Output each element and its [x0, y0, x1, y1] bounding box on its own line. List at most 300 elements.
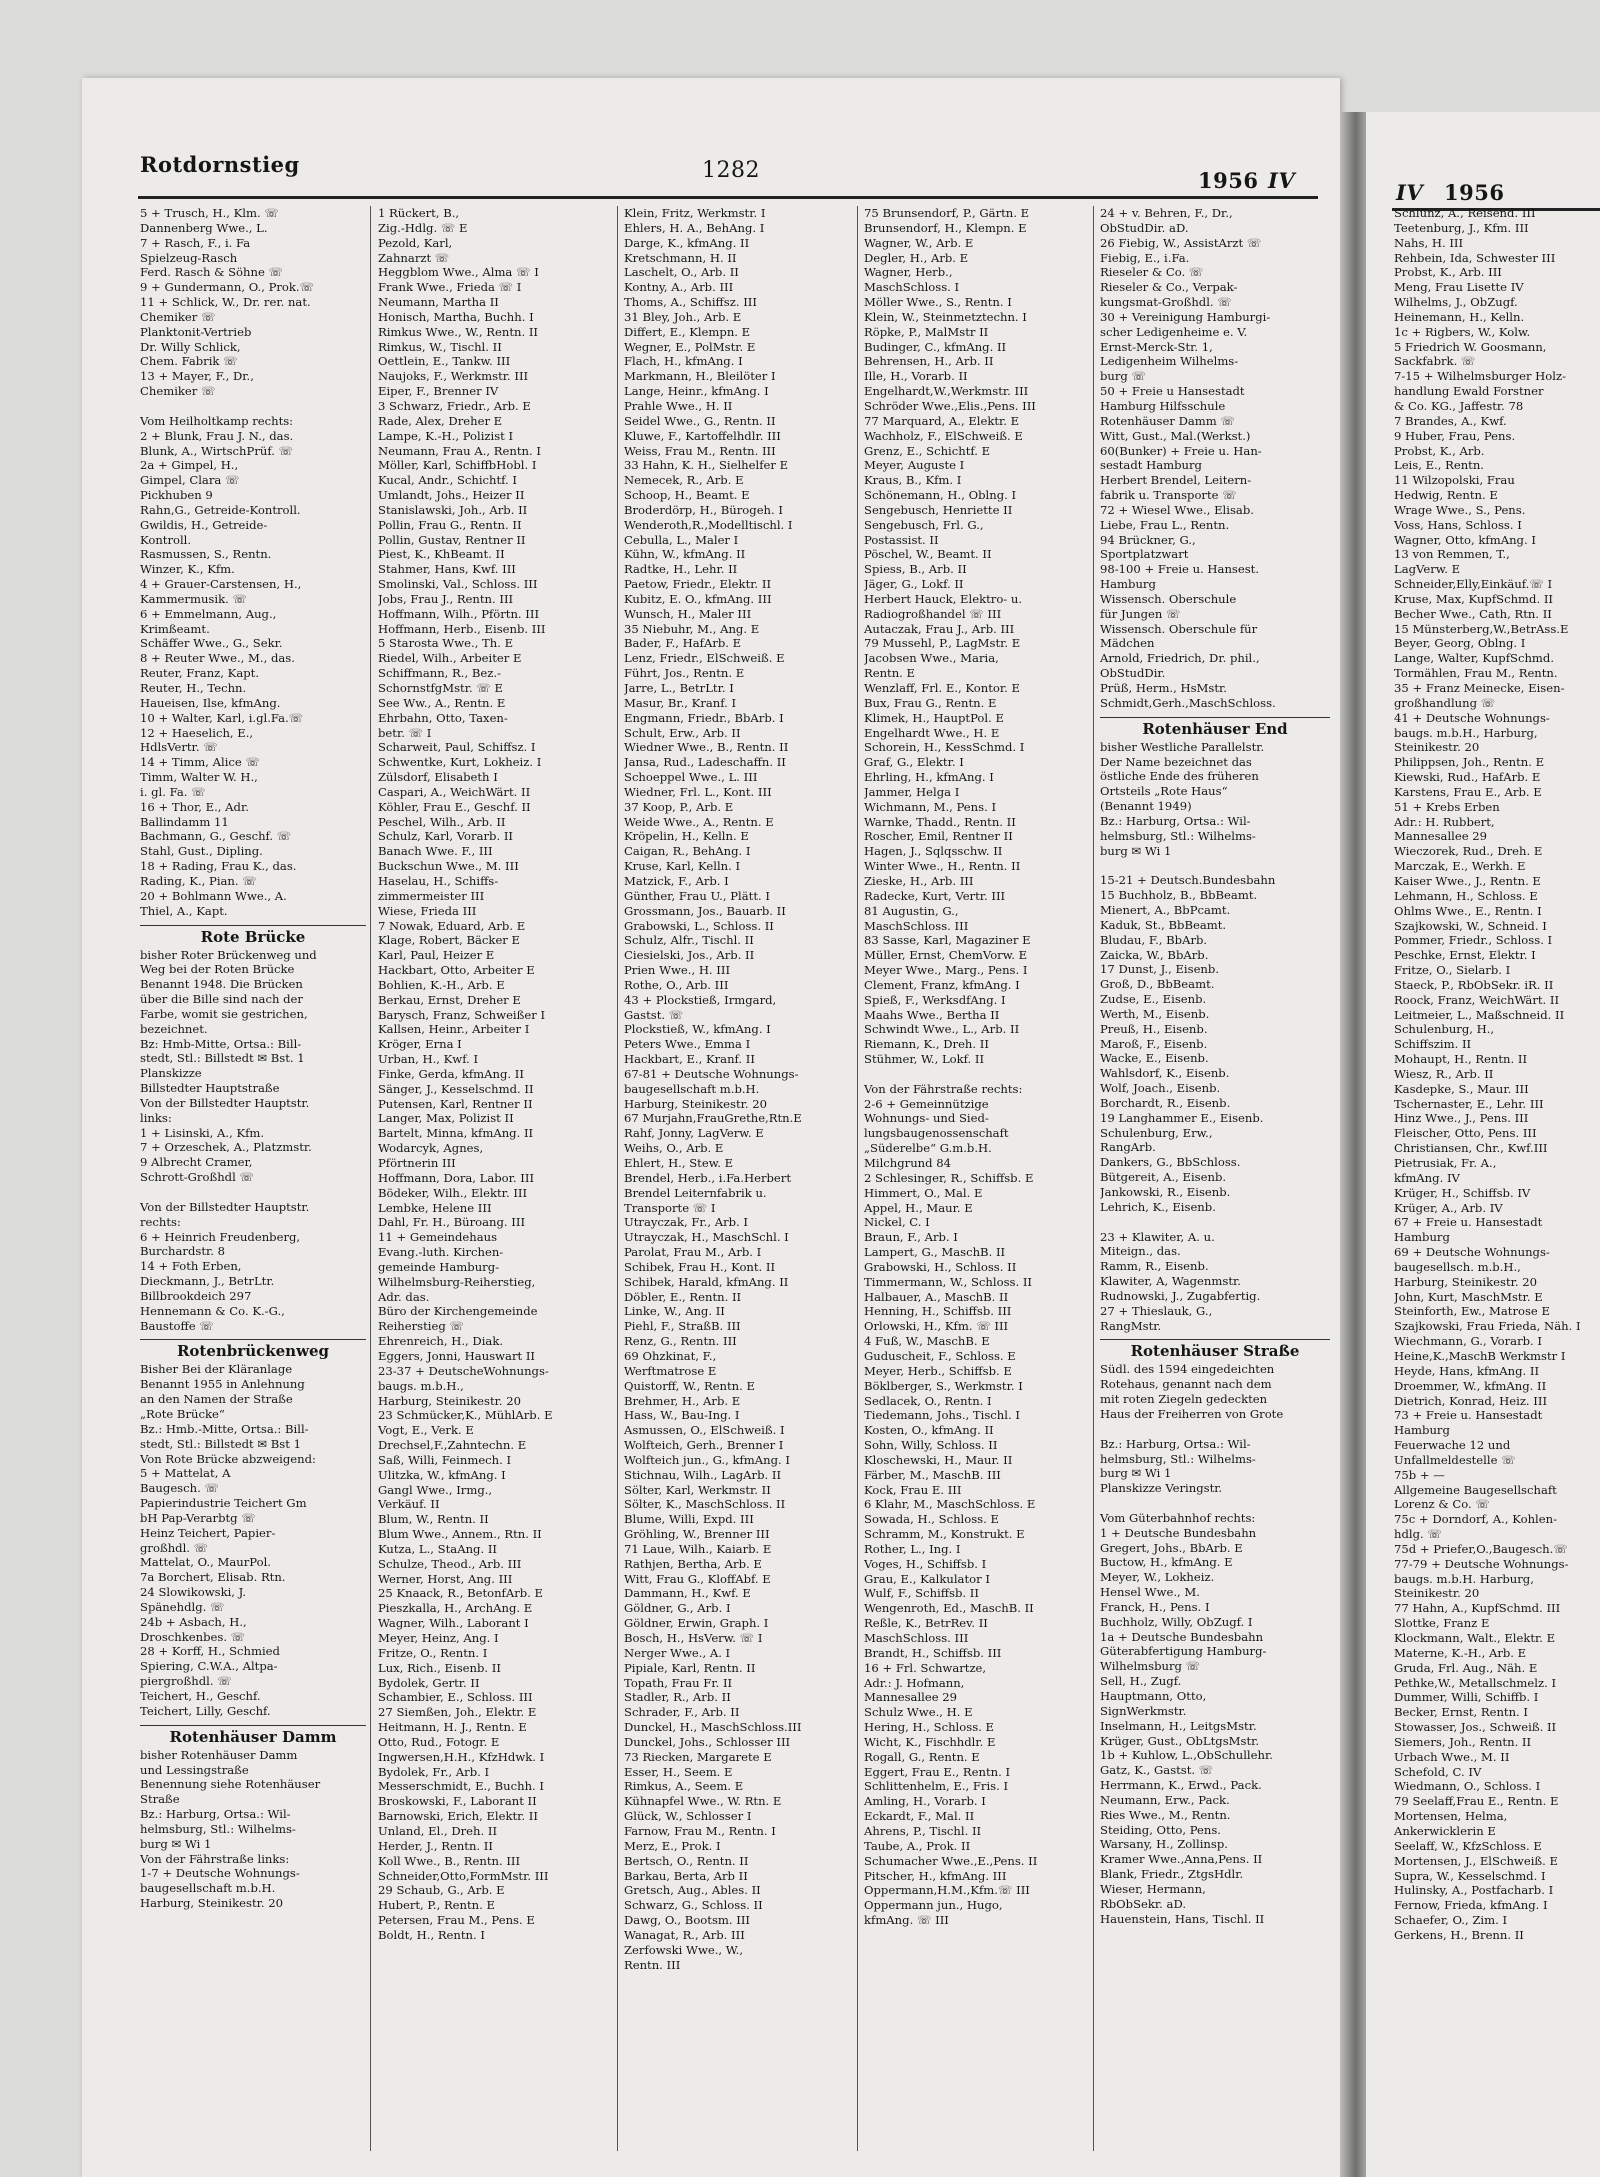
- directory-entry-line: 50 + Freie u Hansestadt: [1100, 384, 1245, 399]
- directory-entry-line: Bachmann, G., Geschf. ☏: [140, 829, 292, 844]
- directory-entry-line: über die Bille sind nach der: [140, 992, 303, 1007]
- directory-entry-line: Droemmer, W., kfmAng. II: [1394, 1378, 1547, 1393]
- directory-entry-line: Köhler, Frau E., Geschf. II: [378, 799, 531, 814]
- directory-entry-line: Szajkowski, W., Schneid. I: [1394, 918, 1547, 933]
- directory-entry-line: Miteign., das.: [1100, 1244, 1181, 1259]
- street-section-heading: Rotenhäuser End: [1100, 717, 1330, 740]
- directory-entry-line: Kaduk, St., BbBeamt.: [1100, 917, 1227, 932]
- directory-entry-line: Lux, Rich., Eisenb. II: [378, 1660, 501, 1675]
- directory-entry-line: Karl, Paul, Heizer E: [378, 948, 495, 963]
- directory-entry-line: MaschSchloss. III: [864, 1631, 969, 1645]
- directory-entry-line: Winzer, K., Kfm.: [140, 562, 235, 577]
- directory-entry-line: kungsmat-Großhdl. ☏: [1100, 295, 1232, 310]
- directory-entry-line: Voges, H., Schiffsb. I: [864, 1556, 987, 1571]
- directory-entry-line: Seidel Wwe., G., Rentn. II: [624, 413, 776, 428]
- directory-entry-line: bH Pap-Verarbtg ☏: [140, 1510, 256, 1525]
- directory-entry-line: 7 Nowak, Eduard, Arb. E: [378, 918, 526, 933]
- directory-entry-line: bisher Rotenhäuser Damm: [140, 1747, 298, 1762]
- directory-entry-line: Esser, H., Seem. E: [624, 1764, 733, 1779]
- directory-entry-line: Krüger, H., Schiffsb. IV: [1394, 1185, 1531, 1200]
- directory-entry-line: Topath, Frau Fr. II: [624, 1675, 733, 1690]
- directory-entry-line: Schoeppel Wwe., L. III: [624, 770, 758, 785]
- directory-entry-line: Nerger Wwe., A. I: [624, 1645, 731, 1660]
- directory-entry-line: Haselau, H., Schiffs-: [378, 873, 499, 888]
- directory-entry-line: 79 Mussehl, P., LagMstr. E: [864, 636, 1021, 651]
- directory-entry-line: Braun, F., Arb. I: [864, 1230, 958, 1245]
- directory-entry-line: Lampert, G., MaschB. II: [864, 1245, 1006, 1260]
- directory-entry-line: Otto, Rud., Fotogr. E: [378, 1734, 500, 1749]
- directory-entry-line: Thoms, A., Schiffsz. III: [624, 295, 757, 310]
- directory-entry-line: Verkäuf. II: [378, 1497, 440, 1512]
- directory-entry-line: Winter Wwe., H., Rentn. II: [864, 859, 1021, 874]
- directory-entry-line: [1100, 1496, 1330, 1511]
- directory-entry-line: 10 + Walter, Karl, i.gl.Fa.☏: [140, 710, 304, 725]
- directory-entry-line: Gruda, Frl. Aug., Näh. E: [1394, 1660, 1538, 1675]
- directory-entry-line: Rade, Alex, Dreher E: [378, 413, 503, 428]
- directory-entry-line: Kröger, Erna I: [378, 1037, 462, 1052]
- directory-entry-line: 2 Schlesinger, R., Schiffsb. E: [864, 1170, 1034, 1185]
- directory-entry-line: Timm, Walter W. H.,: [140, 770, 258, 785]
- directory-entry-line: Reßle, K., BetrRev. II: [864, 1616, 988, 1631]
- directory-entry-line: Rother, L., Ing. I: [864, 1541, 961, 1556]
- directory-entry-line: Quistorff, W., Rentn. E: [624, 1378, 755, 1393]
- directory-column-2: [378, 206, 612, 1943]
- directory-entry-line: Finke, Gerda, kfmAng. II: [378, 1066, 524, 1081]
- directory-entry-line: Kallsen, Heinr., Arbeiter I: [378, 1022, 530, 1037]
- directory-entry-line: Reuter, Franz, Kapt.: [140, 666, 259, 681]
- directory-entry-line: Schlittenhelm, E., Fris. I: [864, 1779, 1009, 1794]
- directory-entry-line: Wachholz, F., ElSchweiß. E: [864, 428, 1023, 443]
- directory-entry-line: Krüger, Gust., ObLtgsMstr.: [1100, 1733, 1260, 1748]
- page-number: 1282: [702, 158, 760, 183]
- directory-entry-line: Herbert Hauck, Elektro- u.: [864, 591, 1023, 606]
- directory-entry-line: [140, 399, 366, 414]
- directory-entry-line: Klockmann, Walt., Elektr. E: [1394, 1631, 1556, 1645]
- directory-entry-line: Brandt, H., Schiffsb. III: [864, 1645, 1002, 1660]
- directory-entry-line: Bütgereit, A., Eisenb.: [1100, 1170, 1227, 1185]
- directory-entry-line: burg ☏: [1100, 369, 1147, 384]
- directory-entry-line: Prahle Wwe., H. II: [624, 398, 733, 413]
- directory-entry-line: Hackbart, E., Kranf. II: [624, 1052, 755, 1067]
- directory-entry-line: 26 Fiebig, W., AssistArzt ☏: [1100, 235, 1262, 250]
- directory-entry-line: Kontroll.: [140, 532, 192, 547]
- directory-entry-line: Von der Fährstraße rechts:: [864, 1081, 1023, 1096]
- directory-entry-line: Borchardt, R., Eisenb.: [1100, 1095, 1231, 1110]
- column-rule: [370, 206, 371, 2151]
- directory-entry-line: Tiedemann, Johs., Tischl. I: [864, 1408, 1020, 1423]
- directory-entry-line: Stanislawski, Joh., Arb. II: [378, 502, 528, 517]
- directory-entry-line: Wacke, E., Eisenb.: [1100, 1051, 1209, 1066]
- directory-entry-line: Pickhuben 9: [140, 488, 213, 503]
- directory-entry-line: 2-6 + Gemeinnützige: [864, 1096, 989, 1111]
- directory-entry-line: Franck, H., Pens. I: [1100, 1599, 1210, 1614]
- directory-entry-line: 6 Klahr, M., MaschSchloss. E: [864, 1497, 1036, 1512]
- directory-entry-line: Wrage Wwe., S., Pens.: [1394, 502, 1526, 517]
- directory-entry-line: Schiffszim. II: [1394, 1037, 1472, 1052]
- directory-entry-line: Utrayczak, Fr., Arb. I: [624, 1215, 748, 1230]
- directory-entry-line: Spiering, C.W.A., Altpa-: [140, 1659, 278, 1674]
- directory-entry-line: 24 Slowikowski, J.: [140, 1585, 247, 1600]
- directory-entry-line: burg ✉ Wi 1: [140, 1836, 212, 1851]
- directory-entry-line: 98-100 + Freie u. Hansest.: [1100, 562, 1260, 577]
- directory-entry-line: Degler, H., Arb. E: [864, 250, 969, 265]
- directory-entry-line: 5 + Mattelat, A: [140, 1466, 231, 1481]
- directory-entry-line: Hoffmann, Dora, Labor. III: [378, 1170, 535, 1185]
- directory-entry-line: 73 + Freie u. Hansestadt: [1394, 1408, 1543, 1423]
- directory-entry-line: ObStudDir. aD.: [1100, 220, 1189, 235]
- directory-entry-line: Christiansen, Chr., Kwf.III: [1394, 1141, 1548, 1156]
- directory-entry-line: Zerfowski Wwe., W.,: [624, 1942, 744, 1957]
- directory-entry-line: Weiss, Frau M., Rentn. III: [624, 443, 776, 458]
- directory-entry-line: Petersen, Frau M., Pens. E: [378, 1913, 535, 1928]
- directory-entry-line: Kutza, L., StaAng. II: [378, 1541, 497, 1556]
- directory-entry-line: Broderdörp, H., Bürogeh. I: [624, 502, 783, 517]
- directory-entry-line: Broskowski, F., Laborant II: [378, 1794, 537, 1809]
- directory-entry-line: Der Name bezeichnet das: [1100, 754, 1252, 769]
- directory-entry-line: Chemiker ☏: [140, 384, 216, 399]
- directory-entry-line: Probst, K., Arb.: [1394, 443, 1485, 458]
- directory-entry-line: Kaiser Wwe., J., Rentn. E: [1394, 873, 1541, 888]
- directory-entry-line: 15-21 + Deutsch.Bundesbahn: [1100, 873, 1276, 888]
- directory-entry-line: Kiewski, Rud., HafArb. E: [1394, 770, 1541, 785]
- directory-entry-line: Hennemann & Co. K.-G.,: [140, 1303, 285, 1318]
- directory-entry-line: Hinz Wwe., J., Pens. III: [1394, 1111, 1529, 1126]
- directory-entry-line: Ballindamm 11: [140, 814, 229, 829]
- directory-entry-line: Farbe, womit sie gestrichen,: [140, 1006, 308, 1021]
- directory-entry-line: 77-79 + Deutsche Wohnungs-: [1394, 1556, 1569, 1571]
- directory-entry-line: Seelaff, W., KfzSchloss. E: [1394, 1838, 1542, 1853]
- directory-entry-line: Planskizze: [140, 1066, 202, 1081]
- directory-entry-line: Oppermann jun., Hugo,: [864, 1898, 1003, 1913]
- directory-entry-line: Stadler, R., Arb. II: [624, 1690, 731, 1705]
- directory-entry-line: Kubitz, E. O., kfmAng. III: [624, 591, 772, 606]
- directory-entry-line: Bödeker, Wilh., Elektr. III: [378, 1185, 528, 1200]
- directory-entry-line: Büro der Kirchengemeinde: [378, 1304, 538, 1319]
- directory-entry-line: Schambier, E., Schloss. III: [378, 1690, 533, 1705]
- directory-entry-line: Eiper, F., Brenner IV: [378, 384, 499, 399]
- directory-entry-line: Riemann, K., Dreh. II: [864, 1037, 989, 1052]
- directory-entry-line: Bludau, F., BbArb.: [1100, 932, 1208, 947]
- directory-entry-line: Kramer Wwe.,Anna,Pens. II: [1100, 1852, 1263, 1867]
- directory-entry-line: Ahrens, P., Tischl. II: [864, 1823, 982, 1838]
- directory-entry-line: Neumann, Erw., Pack.: [1100, 1792, 1230, 1807]
- column-rule: [1093, 206, 1094, 2151]
- directory-entry-line: Wicht, K., Fischhdlr. E: [864, 1734, 996, 1749]
- directory-entry-line: Schönemann, H., Oblng. I: [864, 488, 1017, 503]
- directory-entry-line: Jammer, Helga I: [864, 784, 960, 799]
- directory-entry-line: 16 + Frl. Schwartze,: [864, 1660, 987, 1675]
- directory-entry-line: RangArb.: [1100, 1140, 1156, 1155]
- directory-entry-line: Farnow, Frau M., Rentn. I: [624, 1823, 776, 1838]
- directory-entry-line: Ciesielski, Jos., Arb. II: [624, 948, 755, 963]
- directory-entry-line: 83 Sasse, Karl, Magaziner E: [864, 933, 1031, 948]
- directory-entry-line: Schorein, H., KessSchmd. I: [864, 740, 1025, 755]
- directory-entry-line: Hoffmann, Wilh., Pförtn. III: [378, 606, 540, 621]
- directory-entry-line: Becher Wwe., Cath, Rtn. II: [1394, 606, 1552, 621]
- directory-entry-line: 94 Brückner, G.,: [1100, 532, 1196, 547]
- directory-entry-line: Schult, Erw., Arb. II: [624, 725, 741, 740]
- directory-entry-line: Kühnapfel Wwe., W. Rtn. E: [624, 1794, 782, 1809]
- directory-entry-line: Ernst-Merck-Str. 1,: [1100, 339, 1213, 354]
- directory-entry-line: Kucal, Andr., Schichtf. I: [378, 473, 517, 488]
- directory-entry-line: 13 + Mayer, F., Dr.,: [140, 369, 254, 384]
- directory-entry-line: Graf, G., Elektr. I: [864, 755, 964, 770]
- directory-entry-line: Jarre, L., BetrLtr. I: [624, 681, 734, 695]
- directory-entry-line: an den Namen der Straße: [140, 1392, 293, 1407]
- directory-entry-line: Zieske, H., Arb. III: [864, 873, 974, 888]
- street-section-heading: Rotenhäuser Damm: [140, 1725, 366, 1748]
- directory-entry-line: großhdl. ☏: [140, 1540, 209, 1555]
- directory-entry-line: 14 + Foth Erben,: [140, 1259, 242, 1274]
- directory-entry-line: Stowasser, Jos., Schweiß. II: [1394, 1720, 1557, 1735]
- directory-entry-line: Schefold, C. IV: [1394, 1764, 1482, 1779]
- directory-entry-line: Inselmann, H., LeitgsMstr.: [1100, 1718, 1257, 1733]
- directory-entry-line: Güterabfertigung Hamburg-: [1100, 1644, 1267, 1659]
- directory-entry-line: Gastst. ☏: [624, 1007, 684, 1022]
- directory-entry-line: Parolat, Frau M., Arb. I: [624, 1245, 762, 1260]
- directory-entry-line: 2 + Blunk, Frau J. N., das.: [140, 428, 294, 443]
- directory-entry-line: sestadt Hamburg: [1100, 458, 1202, 473]
- directory-entry-line: Bz: Hmb-Mitte, Ortsa.: Bill-: [140, 1036, 302, 1051]
- directory-entry-line: Caigan, R., BehAng. I: [624, 844, 751, 859]
- directory-entry-line: Meyer, Auguste I: [864, 458, 965, 473]
- directory-entry-line: Darge, K., kfmAng. II: [624, 235, 750, 250]
- directory-entry-line: Neumann, Martha II: [378, 295, 499, 310]
- directory-entry-line: [864, 1067, 1089, 1082]
- directory-entry-line: Herrmann, K., Erwd., Pack.: [1100, 1778, 1262, 1793]
- directory-entry-line: Wissensch. Oberschule: [1100, 591, 1237, 606]
- directory-entry-line: Ulitzka, W., kfmAng. I: [378, 1467, 506, 1482]
- directory-entry-line: Gregert, Johs., BbArb. E: [1100, 1540, 1243, 1555]
- directory-entry-line: Schulenburg, Erw.,: [1100, 1125, 1213, 1140]
- directory-entry-line: Hulinsky, A., Postfacharb. I: [1394, 1883, 1554, 1898]
- directory-entry-line: Wagner, Herb.,: [864, 265, 953, 280]
- directory-entry-line: Oettlein, E., Tankw. III: [378, 354, 511, 369]
- directory-entry-line: Stichnau, Wilh., LagArb. II: [624, 1467, 782, 1482]
- directory-entry-line: Meyer, Heinz, Ang. I: [378, 1631, 499, 1645]
- directory-entry-line: Fernow, Frieda, kfmAng. I: [1394, 1898, 1548, 1913]
- directory-entry-line: Kühn, W., kfmAng. II: [624, 547, 746, 562]
- directory-entry-line: baugs. m.b.H. Harburg,: [1394, 1571, 1534, 1586]
- directory-entry-line: Göldner, G., Arb. I: [624, 1601, 731, 1616]
- directory-entry-line: Wagner, W., Arb. E: [864, 235, 974, 250]
- directory-entry-line: Scharweit, Paul, Schiffsz. I: [378, 740, 536, 755]
- directory-entry-line: 7 + Orzeschek, A., Platzmstr.: [140, 1140, 312, 1155]
- directory-entry-line: Drechsel,F.,Zahntechn. E: [378, 1438, 527, 1453]
- directory-entry-line: Färber, M., MaschB. III: [864, 1467, 1001, 1482]
- directory-entry-line: Rentn. III: [624, 1957, 681, 1972]
- directory-entry-line: Differt, E., Klempn. E: [624, 324, 751, 339]
- directory-entry-line: Adr. das.: [378, 1289, 430, 1304]
- year-label: 1956: [1198, 168, 1259, 193]
- directory-entry-line: baugs. m.b.H., Harburg,: [1394, 725, 1538, 740]
- directory-entry-line: Rehbein, Ida, Schwester III: [1394, 250, 1556, 265]
- directory-entry-line: Wiese, Frieda III: [378, 903, 477, 918]
- directory-entry-line: Amling, H., Vorarb. I: [864, 1794, 986, 1809]
- directory-entry-line: Paetow, Friedr., Elektr. II: [624, 577, 772, 592]
- directory-entry-line: Dieckmann, J., BetrLtr.: [140, 1274, 275, 1289]
- directory-entry-line: Benannt 1955 in Anlehnung: [140, 1377, 305, 1392]
- directory-entry-line: Berkau, Ernst, Dreher E: [378, 992, 521, 1007]
- directory-entry-line: Klage, Robert, Bäcker E: [378, 933, 521, 948]
- directory-entry-line: Wilhelmsburg-Reiherstieg,: [378, 1274, 536, 1289]
- directory-entry-line: Matzick, F., Arb. I: [624, 873, 729, 888]
- directory-entry-line: 11 + Gemeindehaus: [378, 1230, 498, 1245]
- directory-entry-line: Piehl, F., StraßB. III: [624, 1319, 741, 1334]
- directory-entry-line: Schiffmann, R., Bez.-: [378, 666, 501, 681]
- directory-entry-line: Ehrbahn, Otto, Taxen-: [378, 710, 508, 725]
- directory-entry-line: Heitmann, H. J., Rentn. E: [378, 1720, 527, 1735]
- directory-entry-line: Wodarcyk, Agnes,: [378, 1141, 484, 1156]
- directory-entry-line: Herbert Brendel, Leitern-: [1100, 473, 1252, 488]
- directory-entry-line: Adr.: J. Hofmann,: [864, 1675, 965, 1690]
- directory-entry-line: Reiherstieg ☏: [378, 1319, 464, 1334]
- directory-entry-line: Blum Wwe., Annem., Rtn. II: [378, 1527, 542, 1542]
- directory-entry-line: 75 Brunsendorf, P., Gärtn. E: [864, 206, 1030, 220]
- directory-entry-line: Bertsch, O., Rentn. II: [624, 1853, 749, 1868]
- directory-entry-line: Droschkenbes. ☏: [140, 1629, 246, 1644]
- directory-entry-line: Roscher, Emil, Rentner II: [864, 829, 1013, 844]
- directory-entry-line: SchornstfgMstr. ☏ E: [378, 681, 503, 695]
- directory-entry-line: Nemecek, R., Arb. E: [624, 473, 744, 488]
- directory-entry-line: Pipiale, Karl, Rentn. II: [624, 1660, 756, 1675]
- directory-entry-line: Hubert, P., Rentn. E: [378, 1898, 495, 1913]
- directory-entry-line: Pitscher, H., kfmAng. III: [864, 1868, 1007, 1883]
- directory-entry-line: Vogt, E., Verk. E: [378, 1423, 474, 1438]
- directory-entry-line: 41 + Deutsche Wohnungs-: [1394, 710, 1550, 725]
- directory-entry-line: Banach Wwe. F., III: [378, 844, 493, 859]
- directory-entry-line: Bz.: Harburg, Ortsa.: Wil-: [140, 1807, 291, 1822]
- directory-entry-line: Wenderoth,R.,Modelltischl. I: [624, 517, 793, 532]
- directory-entry-line: Schwindt Wwe., L., Arb. II: [864, 1022, 1020, 1037]
- directory-entry-line: 1 Rückert, B.,: [378, 206, 460, 220]
- directory-entry-line: Haus der Freiherren von Grote: [1100, 1406, 1284, 1421]
- directory-entry-line: 23-37 + DeutscheWohnungs-: [378, 1363, 549, 1378]
- directory-entry-line: Hackbart, Otto, Arbeiter E: [378, 963, 535, 978]
- header-rule: [138, 196, 1318, 199]
- directory-entry-line: Hauptmann, Otto,: [1100, 1689, 1207, 1703]
- directory-entry-line: Mortensen, J., ElSchweiß. E: [1394, 1853, 1558, 1868]
- directory-entry-line: 9 Albrecht Cramer,: [140, 1155, 253, 1170]
- street-heading: Rotdornstieg: [140, 152, 300, 177]
- directory-entry-line: 23 + Klawiter, A. u.: [1100, 1229, 1215, 1244]
- directory-entry-line: Kasdepke, S., Maur. III: [1394, 1081, 1529, 1096]
- directory-entry-line: Ohlms Wwe., E., Rentn. I: [1394, 903, 1542, 918]
- directory-entry-line: 31 Bley, Joh., Arb. E: [624, 309, 742, 324]
- directory-entry-line: Peschke, Ernst, Elektr. I: [1394, 948, 1536, 963]
- directory-entry-line: Bz.: Hmb.-Mitte, Ortsa.: Bill-: [140, 1421, 309, 1436]
- directory-entry-line: betr. ☏ I: [378, 725, 432, 740]
- directory-entry-line: 1c + Rigbers, W., Kolw.: [1394, 324, 1531, 339]
- directory-entry-line: RangMstr.: [1100, 1318, 1162, 1333]
- directory-entry-line: Orlowski, H., Kfm. ☏ III: [864, 1319, 1009, 1334]
- directory-entry-line: kfmAng. ☏ III: [864, 1913, 949, 1928]
- directory-entry-line: Hedwig, Rentn. E: [1394, 488, 1498, 503]
- directory-entry-line: Mannesallee 29: [1394, 829, 1488, 844]
- directory-entry-line: Dietrich, Konrad, Heiz. III: [1394, 1393, 1548, 1408]
- directory-entry-line: Lange, Walter, KupfSchmd.: [1394, 651, 1555, 666]
- directory-entry-line: Sportplatzwart: [1100, 547, 1189, 562]
- directory-entry-line: Eckardt, F., Mal. II: [864, 1809, 975, 1824]
- directory-entry-line: Baustoffe ☏: [140, 1318, 214, 1333]
- directory-entry-line: Mohaupt, H., Rentn. II: [1394, 1052, 1528, 1067]
- directory-entry-line: Schulz, Alfr., Tischl. II: [624, 933, 754, 948]
- directory-entry-line: Brendel, Herb., i.Fa.Herbert: [624, 1170, 791, 1185]
- directory-entry-line: Planktonit-Vertrieb: [140, 324, 252, 339]
- directory-entry-line: Gangl Wwe., Irmg.,: [378, 1482, 493, 1497]
- directory-entry-line: Wagner, Otto, kfmAng. I: [1394, 532, 1536, 547]
- directory-entry-line: Ingwersen,H.H., KfzHdwk. I: [378, 1749, 545, 1764]
- directory-entry-line: [1100, 1215, 1330, 1230]
- directory-entry-line: Hamburg Hilfsschule: [1100, 398, 1226, 413]
- directory-entry-line: Rading, K., Pian. ☏: [140, 873, 257, 888]
- directory-entry-line: Fleischer, Otto, Pens. III: [1394, 1126, 1537, 1141]
- directory-entry-line: Mortensen, Helma,: [1394, 1809, 1508, 1824]
- directory-entry-line: Wolfteich, Gerh., Brenner I: [624, 1438, 784, 1453]
- directory-entry-line: Meng, Frau Lisette IV: [1394, 280, 1524, 295]
- directory-entry-line: Jäger, G., Lokf. II: [864, 577, 964, 592]
- directory-entry-line: Grau, E., Kalkulator I: [864, 1571, 990, 1586]
- directory-entry-line: 9 Huber, Frau, Pens.: [1394, 428, 1516, 443]
- directory-entry-line: & Co. KG., Jaffestr. 78: [1394, 398, 1524, 413]
- directory-entry-line: Dummer, Willi, Schiffb. I: [1394, 1690, 1539, 1705]
- directory-entry-line: Schibek, Frau H., Kont. II: [624, 1259, 776, 1274]
- directory-entry-line: Mädchen: [1100, 636, 1155, 651]
- directory-entry-line: Schoop, H., Beamt. E: [624, 488, 750, 503]
- directory-entry-line: 75b + —: [1394, 1467, 1445, 1482]
- directory-entry-line: 77 Marquard, A., Elektr. E: [864, 413, 1020, 428]
- directory-entry-line: Steinforth, Ew., Matrose E: [1394, 1304, 1550, 1319]
- directory-entry-line: Jobs, Frau J., Rentn. III: [378, 591, 514, 606]
- directory-entry-line: 27 + Thieslauk, G.,: [1100, 1303, 1213, 1318]
- directory-entry-line: Chem. Fabrik ☏: [140, 354, 238, 369]
- directory-entry-line: 67 + Freie u. Hansestadt: [1394, 1215, 1543, 1230]
- directory-entry-line: 17 Dunst, J., Eisenb.: [1100, 962, 1220, 977]
- directory-entry-line: Hamburg: [1394, 1423, 1450, 1438]
- directory-entry-line: Schröder Wwe.,Elis.,Pens. III: [864, 398, 1036, 413]
- directory-entry-line: Pethke,W., Metallschmelz. I: [1394, 1675, 1557, 1690]
- directory-entry-line: Lampe, K.-H., Polizist I: [378, 428, 514, 443]
- directory-entry-line: Bader, F., HafArb. E: [624, 636, 742, 651]
- directory-entry-line: rechts:: [140, 1214, 181, 1229]
- directory-entry-line: Billbrookdeich 297: [140, 1288, 252, 1303]
- directory-entry-line: Steinikestr. 20: [1394, 1586, 1480, 1601]
- directory-entry-line: Pollin, Gustav, Rentner II: [378, 532, 526, 547]
- directory-entry-line: Wiedner, Frl. L., Kont. III: [624, 784, 772, 799]
- directory-entry-line: Kraus, B., Kfm. I: [864, 473, 962, 488]
- directory-entry-line: 18 + Rading, Frau K., das.: [140, 859, 297, 874]
- directory-entry-line: Von der Billstedter Hauptstr.: [140, 1199, 310, 1214]
- directory-entry-line: Klawiter, A, Wagenmstr.: [1100, 1274, 1241, 1289]
- directory-entry-line: Straße: [140, 1792, 180, 1807]
- directory-entry-line: Zülsdorf, Elisabeth I: [378, 770, 498, 785]
- directory-entry-line: Meyer Wwe., Marg., Pens. I: [864, 963, 1028, 978]
- directory-entry-line: Sengebusch, Frl. G.,: [864, 517, 984, 532]
- directory-entry-line: Tschernaster, E., Lehr. III: [1394, 1096, 1544, 1111]
- directory-entry-line: Naujoks, F., Werkmstr. III: [378, 369, 529, 384]
- directory-entry-line: 5 + Trusch, H., Klm. ☏: [140, 206, 279, 220]
- directory-entry-line: Stahmer, Hans, Kwf. III: [378, 562, 516, 577]
- directory-entry-line: Jansa, Rud., Ladeschaffn. II: [624, 755, 786, 770]
- directory-entry-line: Engmann, Friedr., BbArb. I: [624, 710, 784, 725]
- directory-entry-line: burg ✉ Wi 1: [1100, 843, 1172, 858]
- directory-entry-line: 69 Ohzkinat, F.,: [624, 1348, 717, 1363]
- directory-entry-line: 8 + Reuter Wwe., M., das.: [140, 651, 295, 666]
- directory-entry-line: 6 + Heinrich Freudenberg,: [140, 1229, 301, 1244]
- directory-entry-line: Eggers, Jonni, Hauswart II: [378, 1348, 535, 1363]
- directory-entry-line: Boldt, H., Rentn. I: [378, 1927, 485, 1942]
- directory-entry-line: Oppermann,H.M.,Kfm.☏ III: [864, 1883, 1030, 1898]
